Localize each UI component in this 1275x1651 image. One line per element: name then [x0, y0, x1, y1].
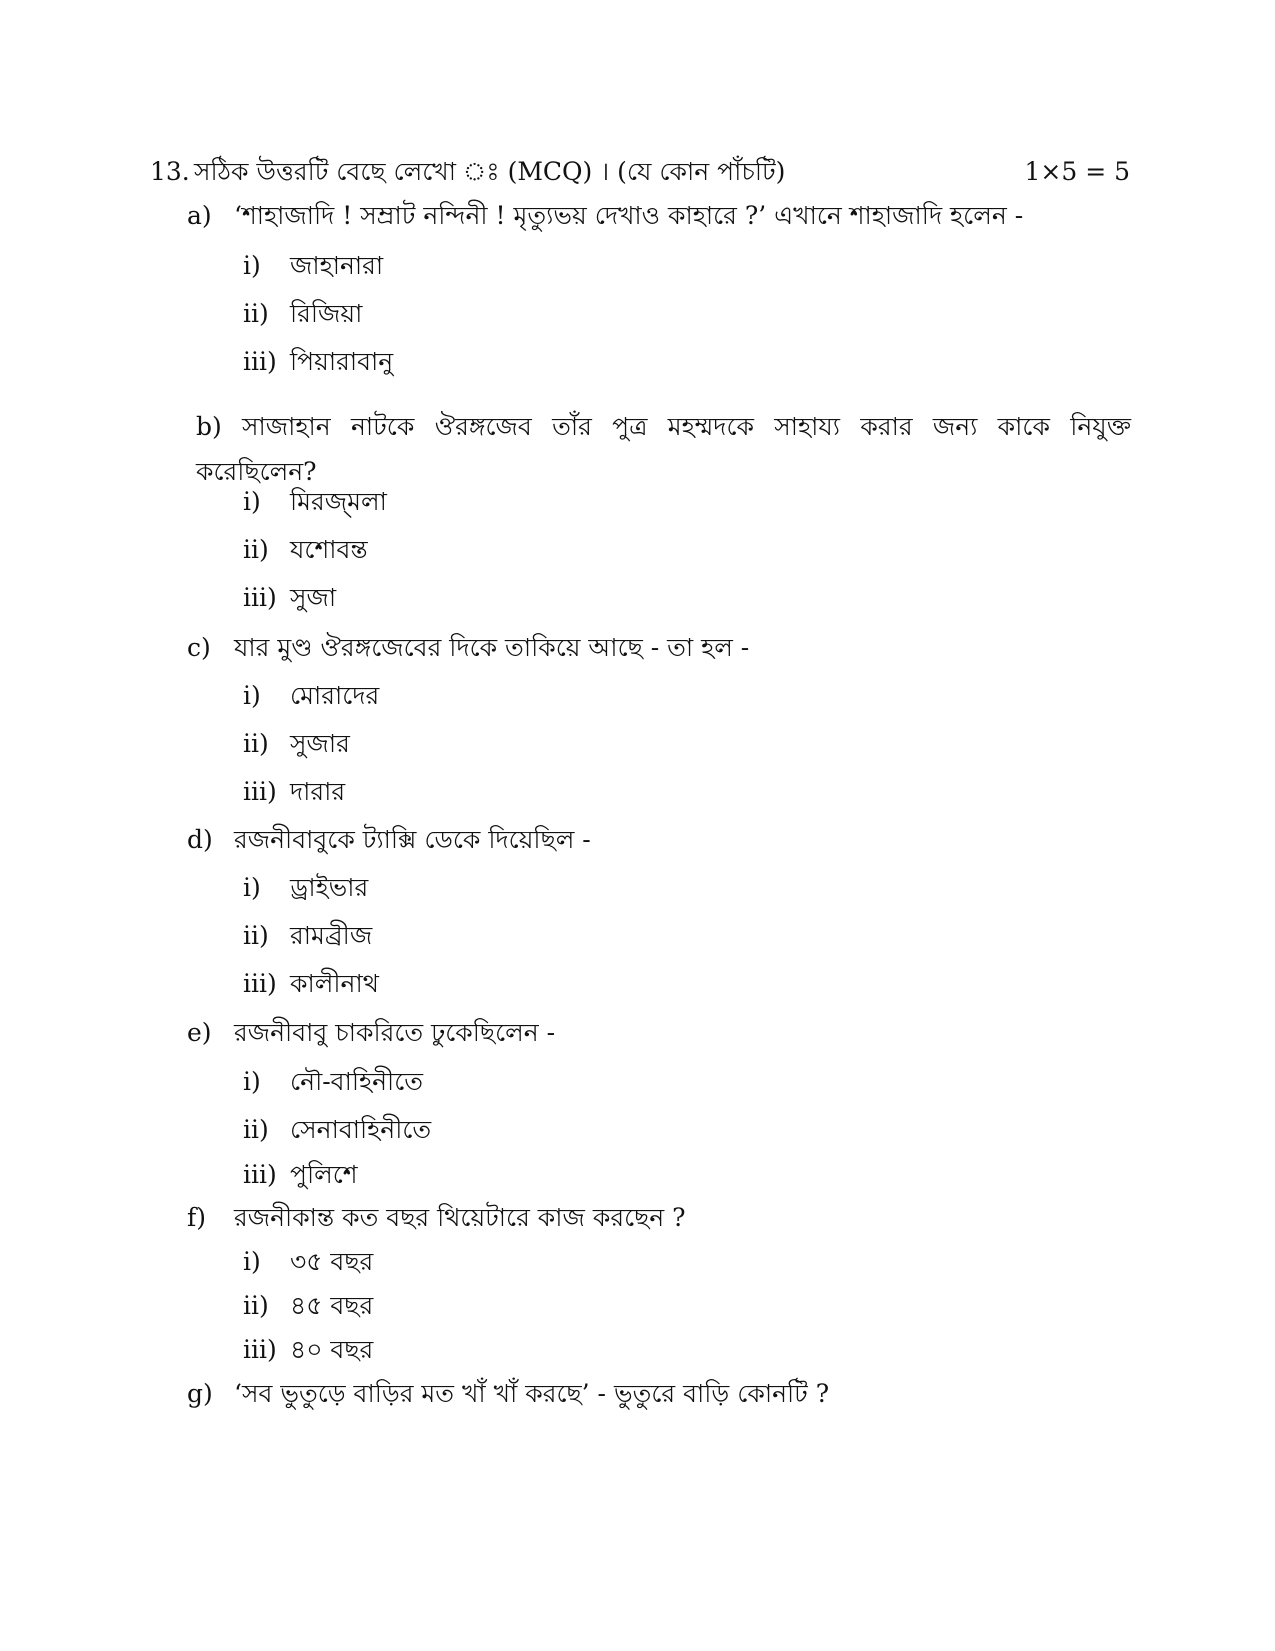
option-label: iii) [243, 1335, 277, 1364]
option-text: মোরাদের [290, 681, 380, 710]
question-text: ‘শাহাজাদি ! সম্রাট নন্দিনী ! মৃত্যুভয় দেখাও কাহারে ?’ এখানে শাহাজাদি হলেন - [234, 201, 1024, 230]
option-label: i) [243, 1247, 261, 1276]
option-label: i) [243, 681, 261, 710]
question-text-line2: করেছিলেন? [196, 457, 317, 486]
option-label: iii) [243, 583, 277, 612]
option-text: ৪৫ বছর [290, 1291, 374, 1320]
question-label: d) [187, 825, 213, 854]
question-label: c) [187, 633, 211, 662]
question-text: ‘সব ভুতুড়ে বাড়ির মত খাঁ খাঁ করছে’ - ভুতুরে বাড়ি কোনটি ? [234, 1379, 830, 1408]
option-label: ii) [243, 1291, 269, 1320]
option-label: iii) [243, 969, 277, 998]
option-text: পিয়ারাবানু [290, 347, 394, 376]
option-text: ৪০ বছর [290, 1335, 374, 1364]
option-text: জাহানারা [290, 251, 384, 280]
question-label: e) [187, 1018, 212, 1047]
question-number: 13. [150, 157, 190, 186]
question-text: যার মুণ্ড ঔরঙ্গজেবের দিকে তাকিয়ে আছে - তা হল - [234, 633, 750, 662]
option-text: যশোবন্ত [290, 535, 368, 564]
question-text: রজনীকান্ত কত বছর থিয়েটারে কাজ করছেন ? [234, 1203, 686, 1232]
question-label: f) [187, 1203, 207, 1232]
question-instruction: সঠিক উত্তরটি বেছে লেখো ঃ (MCQ) । (যে কোন পাঁচটি) [194, 157, 786, 186]
option-label: i) [243, 251, 261, 280]
option-text: কালীনাথ [290, 969, 379, 998]
option-label: ii) [243, 299, 269, 328]
question-header [150, 152, 1130, 192]
question-label: g) [187, 1379, 213, 1408]
option-text: মিরজ্মলা [290, 487, 387, 516]
option-label: ii) [243, 921, 269, 950]
option-label: iii) [243, 1160, 277, 1189]
option-text: নৌ-বাহিনীতে [290, 1067, 423, 1096]
option-label: iii) [243, 347, 277, 376]
question-text: রজনীবাবুকে ট্যাক্সি ডেকে দিয়েছিল - [234, 825, 591, 854]
option-text: সুজার [290, 729, 350, 758]
marks-allocation: 1×5 = 5 [1024, 157, 1130, 186]
option-text: ড্রাইভার [290, 873, 369, 902]
option-label: ii) [243, 535, 269, 564]
option-text: দারার [290, 777, 346, 806]
question-text-line1: b) সাজাহান নাটকে ঔরঙ্গজেব তাঁর পুত্র মহম্মদকে সাহায্য করার জন্য কাকে নিযুক্ত [196, 412, 1131, 441]
option-text: রামব্রীজ [290, 921, 373, 950]
option-label: ii) [243, 729, 269, 758]
option-label: i) [243, 487, 261, 516]
option-text: রিজিয়া [290, 299, 363, 328]
option-label: i) [243, 1067, 261, 1096]
option-label: iii) [243, 777, 277, 806]
question-b [196, 404, 1131, 494]
question-label: a) [187, 201, 212, 230]
option-text: ৩৫ বছর [290, 1247, 374, 1276]
option-label: ii) [243, 1115, 269, 1144]
option-text: পুলিশে [290, 1160, 358, 1189]
option-label: i) [243, 873, 261, 902]
option-text: সেনাবাহিনীতে [290, 1115, 432, 1144]
option-text: সুজা [290, 583, 337, 612]
question-text: রজনীবাবু চাকরিতে ঢুকেছিলেন - [234, 1018, 556, 1047]
